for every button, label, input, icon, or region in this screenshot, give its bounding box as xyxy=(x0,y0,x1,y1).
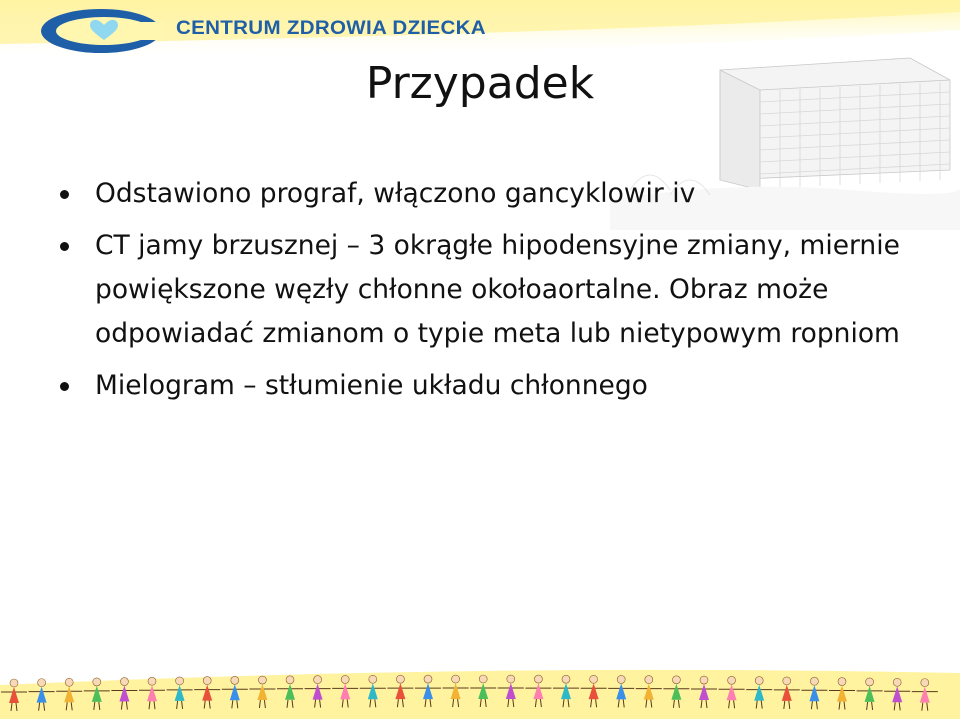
bullet-dot-icon xyxy=(60,382,69,391)
bullet-text: CT jamy brzusznej – 3 okrągłe hipodensyjne zmiany, miernie powiększone węzły chłonne okołoaortalne. Obraz może odpowiadać zmianom o typie meta lub nietypowym ropniom xyxy=(95,230,900,349)
brand-name: CENTRUM ZDROWIA DZIECKA xyxy=(176,18,486,39)
bullet-dot-icon xyxy=(60,242,69,251)
bullet-dot-icon xyxy=(60,190,69,199)
slide-title-text: Przypadek xyxy=(365,58,595,109)
slide-title xyxy=(0,58,960,109)
children-holding-hands-icon xyxy=(0,655,960,719)
bullet-item xyxy=(60,224,920,356)
bullet-text: Mielogram – stłumienie układu chłonnego xyxy=(95,370,648,401)
bullet-item xyxy=(60,172,920,216)
bullet-list xyxy=(60,172,920,416)
bullet-item xyxy=(60,364,920,408)
bullet-text: Odstawiono prograf, włączono gancyklowir iv xyxy=(95,178,696,209)
heart-c-logo-icon xyxy=(38,6,164,56)
